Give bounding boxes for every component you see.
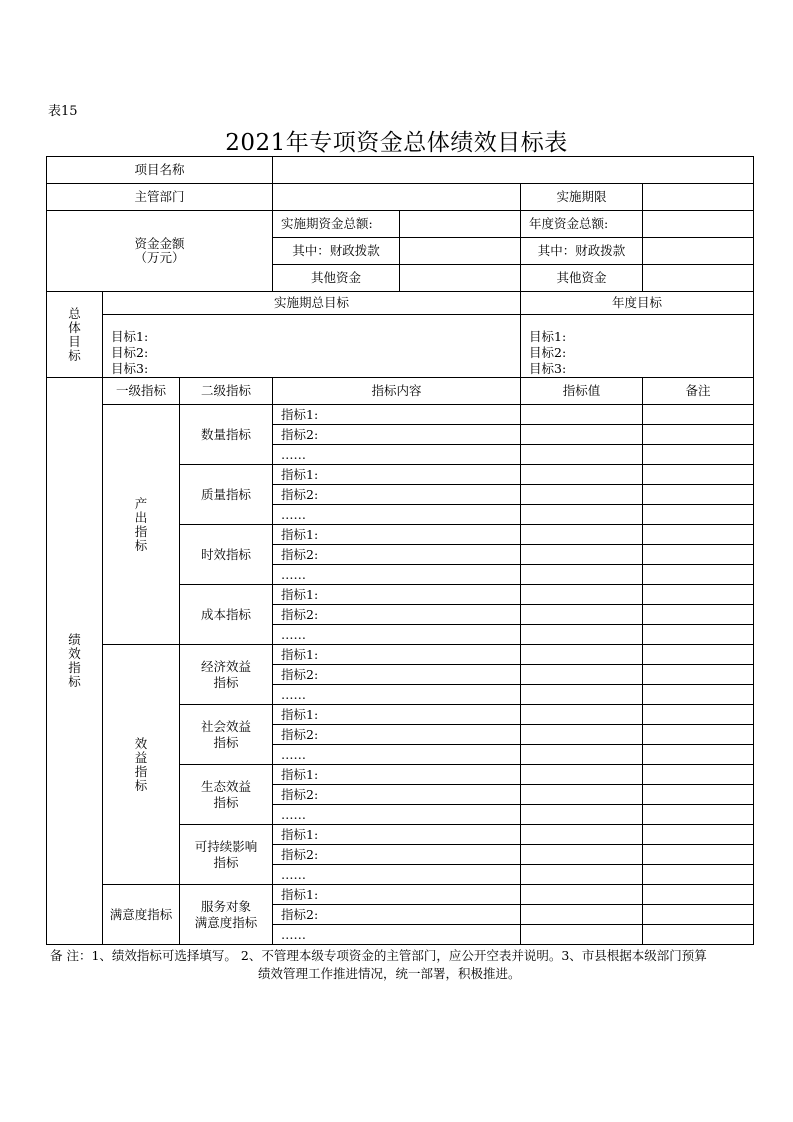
indicator-value[interactable] [521,905,643,925]
indicator-value[interactable] [521,885,643,905]
timeliness-indicator: 时效指标 [180,525,273,585]
indicator-item[interactable]: …… [273,685,521,705]
section-char: 总 [68,305,81,321]
dept-label: 主管部门 [47,184,273,211]
indicator-remark[interactable] [643,685,754,705]
level2-line: 社会效益 [201,718,252,734]
indicator-remark[interactable] [643,545,754,565]
indicator-remark[interactable] [643,765,754,785]
indicator-value[interactable] [521,405,643,425]
annual-goal-item: 目标2: [529,345,567,360]
section-char: 目 [68,333,81,349]
indicator-item[interactable]: 指标2: [273,425,521,445]
annual-goal-header: 年度目标 [521,292,754,315]
fiscal-value-right[interactable] [643,238,754,265]
indicator-value[interactable] [521,765,643,785]
section-char: 标 [68,674,81,689]
indicator-item[interactable]: 指标1: [273,705,521,725]
level2-line: 满意度指标 [194,914,258,930]
other-label: 其他资金 [273,265,400,292]
indicator-remark[interactable] [643,445,754,465]
level2-line: 服务对象 [201,898,252,914]
annual-goal-item: 目标3: [529,361,567,376]
indicator-value[interactable] [521,825,643,845]
indicator-item[interactable]: 指标2: [273,725,521,745]
indicator-remark[interactable] [643,525,754,545]
indicator-remark[interactable] [643,465,754,485]
indicator-item[interactable]: 指标1: [273,585,521,605]
indicator-item[interactable]: 指标1: [273,525,521,545]
indicator-value[interactable] [521,705,643,725]
fiscal-value[interactable] [400,238,521,265]
row-total-funds [47,211,754,238]
cost-indicator: 成本指标 [180,585,273,645]
indicator-value[interactable] [521,585,643,605]
page-title: 2021年专项资金总体绩效目标表 [225,130,568,156]
indicator-remark[interactable] [643,565,754,585]
other-value-right[interactable] [643,265,754,292]
indicator-value[interactable] [521,565,643,585]
indicator-remark[interactable] [643,885,754,905]
indicator-remark[interactable] [643,825,754,845]
total-funds-label: 实施期资金总额: [273,211,400,238]
period-label: 实施期限 [521,184,643,211]
section-char: 标 [68,347,81,363]
indicator-item[interactable]: …… [273,565,521,585]
project-name-value[interactable] [273,157,754,184]
indicator-remark[interactable] [643,485,754,505]
indicator-value[interactable] [521,505,643,525]
footnote [50,947,760,983]
row-goal-content [47,315,754,378]
indicator-value[interactable] [521,725,643,745]
indicator-remark[interactable] [643,405,754,425]
indicator-item[interactable]: …… [273,865,521,885]
table-row [47,645,754,665]
indicator-item[interactable]: 指标1: [273,765,521,785]
annual-funds-value[interactable] [643,211,754,238]
indicator-remark[interactable] [643,705,754,725]
section-char: 指 [68,660,81,675]
footnote-line: 备 注：1、绩效指标可选择填写。 2、不管理本级专项资金的主管部门，应公开空表并说明。3、市县根据本级部门预算 [50,948,707,963]
indicator-remark[interactable] [643,605,754,625]
quality-indicator: 质量指标 [180,465,273,525]
indicator-item[interactable]: 指标1: [273,405,521,425]
row-project-name [47,157,754,184]
indicator-remark[interactable] [643,645,754,665]
indicator-section [47,378,103,945]
indicator-remark[interactable] [643,805,754,825]
col-value: 指标值 [521,378,643,405]
overall-goal-item: 目标2: [111,345,149,360]
indicator-item[interactable]: …… [273,445,521,465]
indicator-remark[interactable] [643,745,754,765]
indicator-value[interactable] [521,465,643,485]
benefit-char: 标 [134,777,148,793]
social-benefit-indicator [180,705,273,765]
indicator-value[interactable] [521,785,643,805]
indicator-value[interactable] [521,425,643,445]
indicator-item[interactable]: …… [273,805,521,825]
indicator-remark[interactable] [643,505,754,525]
service-satisfaction-indicator [180,885,273,945]
level2-line: 指标 [213,794,239,810]
output-char: 指 [134,523,148,539]
dept-value[interactable] [273,184,521,211]
indicator-item[interactable]: 指标1: [273,825,521,845]
fiscal-label-right: 其中：财政拨款 [521,238,643,265]
indicator-value[interactable] [521,625,643,645]
indicator-remark[interactable] [643,585,754,605]
indicator-remark[interactable] [643,905,754,925]
section-char: 体 [68,319,81,335]
annual-funds-label: 年度资金总额: [521,211,643,238]
indicator-value[interactable] [521,805,643,825]
sustainability-indicator [180,825,273,885]
indicator-remark[interactable] [643,845,754,865]
indicator-value[interactable] [521,645,643,665]
benefit-char: 益 [134,749,148,765]
indicator-item[interactable]: …… [273,625,521,645]
overall-goal-header: 实施期总目标 [103,292,521,315]
level2-line: 指标 [213,734,239,750]
indicator-remark[interactable] [643,625,754,645]
indicator-value[interactable] [521,485,643,505]
period-value[interactable] [643,184,754,211]
performance-goal-table [46,156,754,945]
indicator-value[interactable] [521,605,643,625]
benefit-char: 效 [134,735,148,751]
output-indicators-cell [103,405,180,645]
level2-line: 经济效益 [201,658,252,674]
section-char: 效 [68,646,81,661]
col-level1: 一级指标 [103,378,180,405]
other-value[interactable] [400,265,521,292]
indicator-item[interactable]: 指标2: [273,605,521,625]
col-remark: 备注 [643,378,754,405]
funds-unit: （万元） [134,250,185,265]
indicator-value[interactable] [521,525,643,545]
indicator-value[interactable] [521,865,643,885]
output-char: 产 [134,495,148,511]
indicator-remark[interactable] [643,425,754,445]
economic-benefit-indicator [180,645,273,705]
fiscal-label: 其中：财政拨款 [273,238,400,265]
footnote-line: 绩效管理工作推进情况，统一部署，积极推进。 [258,966,521,981]
level2-line: 生态效益 [201,778,252,794]
overall-goal-item: 目标1: [111,329,149,344]
indicator-remark[interactable] [643,865,754,885]
indicator-value[interactable] [521,445,643,465]
level2-line: 指标 [213,674,239,690]
level2-line: 可持续影响 [194,838,258,854]
indicator-item[interactable]: 指标1: [273,645,521,665]
indicator-value[interactable] [521,545,643,565]
overall-goal-item: 目标3: [111,361,149,376]
benefit-char: 指 [134,763,148,779]
indicator-item[interactable]: 指标2: [273,485,521,505]
row-indicator-headers [47,378,754,405]
indicator-value[interactable] [521,685,643,705]
row-goal-headers [47,292,754,315]
indicator-value[interactable] [521,745,643,765]
indicator-item[interactable]: 指标1: [273,885,521,905]
ecological-benefit-indicator [180,765,273,825]
overall-goal-content[interactable] [103,315,521,378]
col-level2: 二级指标 [180,378,273,405]
overall-goal-section [47,292,103,378]
row-department [47,184,754,211]
indicator-item[interactable]: 指标2: [273,545,521,565]
indicator-item[interactable]: 指标2: [273,845,521,865]
funds-label-cell [47,211,273,292]
project-name-label: 项目名称 [47,157,273,184]
annual-goal-item: 目标1: [529,329,567,344]
indicator-item[interactable]: 指标2: [273,665,521,685]
indicator-remark[interactable] [643,785,754,805]
indicator-remark[interactable] [643,925,754,945]
table-row [47,885,754,905]
indicator-item[interactable]: …… [273,925,521,945]
quantity-indicator: 数量指标 [180,405,273,465]
other-label-right: 其他资金 [521,265,643,292]
output-char: 出 [134,509,148,525]
indicator-value[interactable] [521,845,643,865]
indicator-item[interactable]: …… [273,505,521,525]
benefit-indicators-cell [103,645,180,885]
indicator-item[interactable]: 指标2: [273,785,521,805]
level2-line: 指标 [213,854,239,870]
section-char: 绩 [68,632,81,647]
indicator-remark[interactable] [643,665,754,685]
table-number: 表15 [48,104,78,119]
annual-goal-content[interactable] [521,315,754,378]
indicator-item[interactable]: 指标2: [273,905,521,925]
indicator-item[interactable]: 指标1: [273,465,521,485]
table-row [47,405,754,425]
total-funds-value[interactable] [400,211,521,238]
output-char: 标 [134,537,148,553]
indicator-value[interactable] [521,925,643,945]
satisfaction-indicators-cell: 满意度指标 [103,885,180,945]
indicator-remark[interactable] [643,725,754,745]
indicator-item[interactable]: …… [273,745,521,765]
funds-label: 资金金额 [134,236,185,251]
col-content: 指标内容 [273,378,521,405]
indicator-value[interactable] [521,665,643,685]
